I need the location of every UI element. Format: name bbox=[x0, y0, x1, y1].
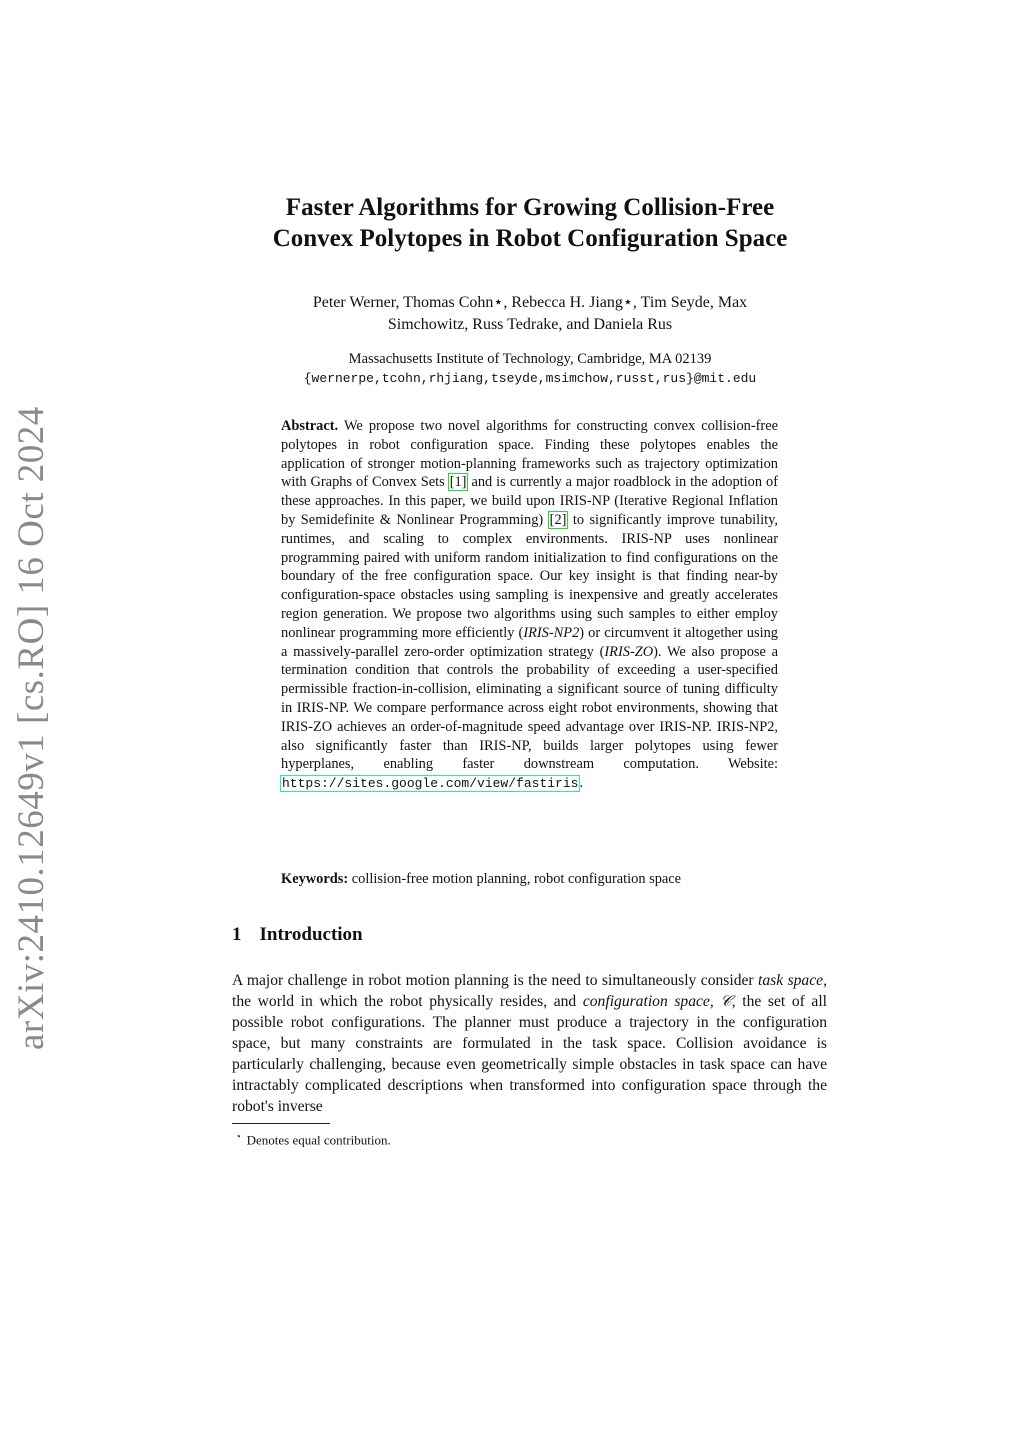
keywords-label: Keywords: bbox=[281, 871, 349, 887]
website-link[interactable]: https://sites.google.com/view/fastiris bbox=[282, 776, 579, 792]
footnote bbox=[236, 1128, 391, 1148]
intro-emphasis-configuration-space: configuration space bbox=[582, 993, 710, 1010]
keywords-text: collision-free motion planning, robot configuration space bbox=[351, 871, 682, 887]
abstract-label: Abstract. bbox=[281, 418, 339, 434]
intro-text-2: , the world in which the robot physically resides, and bbox=[232, 972, 827, 1010]
abstract-text-3: to significantly improve tunability, runtimes, and scaling to complex environments. IRIS-NP uses nonlinear programming paired with uniform random initialization to find configurations on the boundary of the free configuration space. Our key insight is that finding near-by configuration-space obstacles using sampling is inexpensive and greatly accelerates region generation. We propose two algorithms using such samples to either employ nonlinear programming more efficiently ( bbox=[281, 511, 778, 641]
abstract-text-2: and is currently a major roadblock in the adoption of these approaches. In this paper, we build upon IRIS-NP (Iterative Regional Inflation by Semidefinite & Nonlinear Programming) bbox=[281, 474, 778, 528]
authors-line-2: Simchowitz, Russ Tedrake, and Daniela Rus bbox=[387, 316, 673, 333]
title-line-2: Convex Polytopes in Robot Configuration Space bbox=[272, 225, 788, 252]
authors-line-1: Peter Werner, Thomas Cohn⋆, Rebecca H. Jiang⋆, Tim Seyde, Max bbox=[312, 294, 748, 311]
abstract-emphasis-iris-zo: IRIS-ZO bbox=[604, 643, 654, 660]
title-line-1: Faster Algorithms for Growing Collision-Free bbox=[285, 194, 775, 221]
section-heading-introduction bbox=[232, 924, 363, 946]
abstract-text-5: ). We also propose a termination condition that controls the probability of exceeding a user-specified permissible fraction-in-collision, eliminating a significant source of tuning difficulty in IRIS-NP. We compare performance across eight robot environments, showing that IRIS-ZO achieves an order-of-magnitude speed advantage over IRIS-NP. IRIS-NP2, also significantly faster than IRIS-NP, builds larger polytopes using fewer hyperplanes, enabling faster downstream computation. Website: bbox=[281, 643, 779, 773]
abstract-end-period: . bbox=[579, 775, 584, 792]
section-title: Introduction bbox=[259, 924, 363, 945]
abstract-text-4: ) or circumvent it altogether using a massively-parallel zero-order optimization strategy ( bbox=[281, 624, 778, 660]
intro-emphasis-task-space: task space bbox=[758, 972, 824, 989]
affiliation bbox=[240, 350, 820, 388]
abstract-emphasis-iris-np2: IRIS-NP2 bbox=[523, 624, 580, 641]
author-emails: {wernerpe,tcohn,rhjiang,tseyde,msimchow,russt,rus}@mit.edu bbox=[303, 371, 757, 386]
intro-text-3: , bbox=[709, 993, 714, 1010]
section-number: 1 bbox=[232, 924, 242, 945]
paper-title bbox=[200, 192, 860, 254]
institution: Massachusetts Institute of Technology, Cambridge, MA 02139 bbox=[348, 351, 712, 367]
arxiv-identifier-stamp: arXiv:2410.12649v1 [cs.RO] 16 Oct 2024 bbox=[11, 406, 52, 1050]
abstract-text-1: We propose two novel algorithms for constructing convex collision-free polytopes in robot configuration space. Finding these polytopes enables the application of stronger motion-planning frameworks such as trajectory optimization with Graphs of Convex Sets bbox=[281, 418, 778, 491]
intro-text-1: A major challenge in robot motion planning is the need to simultaneously consider bbox=[232, 972, 754, 989]
keywords bbox=[281, 870, 801, 889]
abstract bbox=[281, 417, 778, 794]
author-list bbox=[240, 292, 820, 336]
footnote-text: Denotes equal contribution. bbox=[246, 1132, 391, 1148]
intro-symbol-c: 𝒞 bbox=[720, 993, 732, 1010]
citation-link-1[interactable]: [1] bbox=[449, 474, 467, 491]
introduction-paragraph bbox=[232, 970, 827, 1117]
footnote-mark: ⋆ bbox=[236, 1131, 242, 1141]
footnote-divider bbox=[232, 1123, 330, 1124]
intro-text-4: , the set of all possible robot configurations. The planner must produce a trajectory in the configuration space, but many constraints are formulated in the task space. Collision avoidance is particularly challenging, because even geometrically simple obstacles in task space can have intractably complicated descriptions when transformed into configuration space through the robot's inverse bbox=[232, 993, 827, 1115]
citation-link-2[interactable]: [2] bbox=[549, 511, 567, 528]
